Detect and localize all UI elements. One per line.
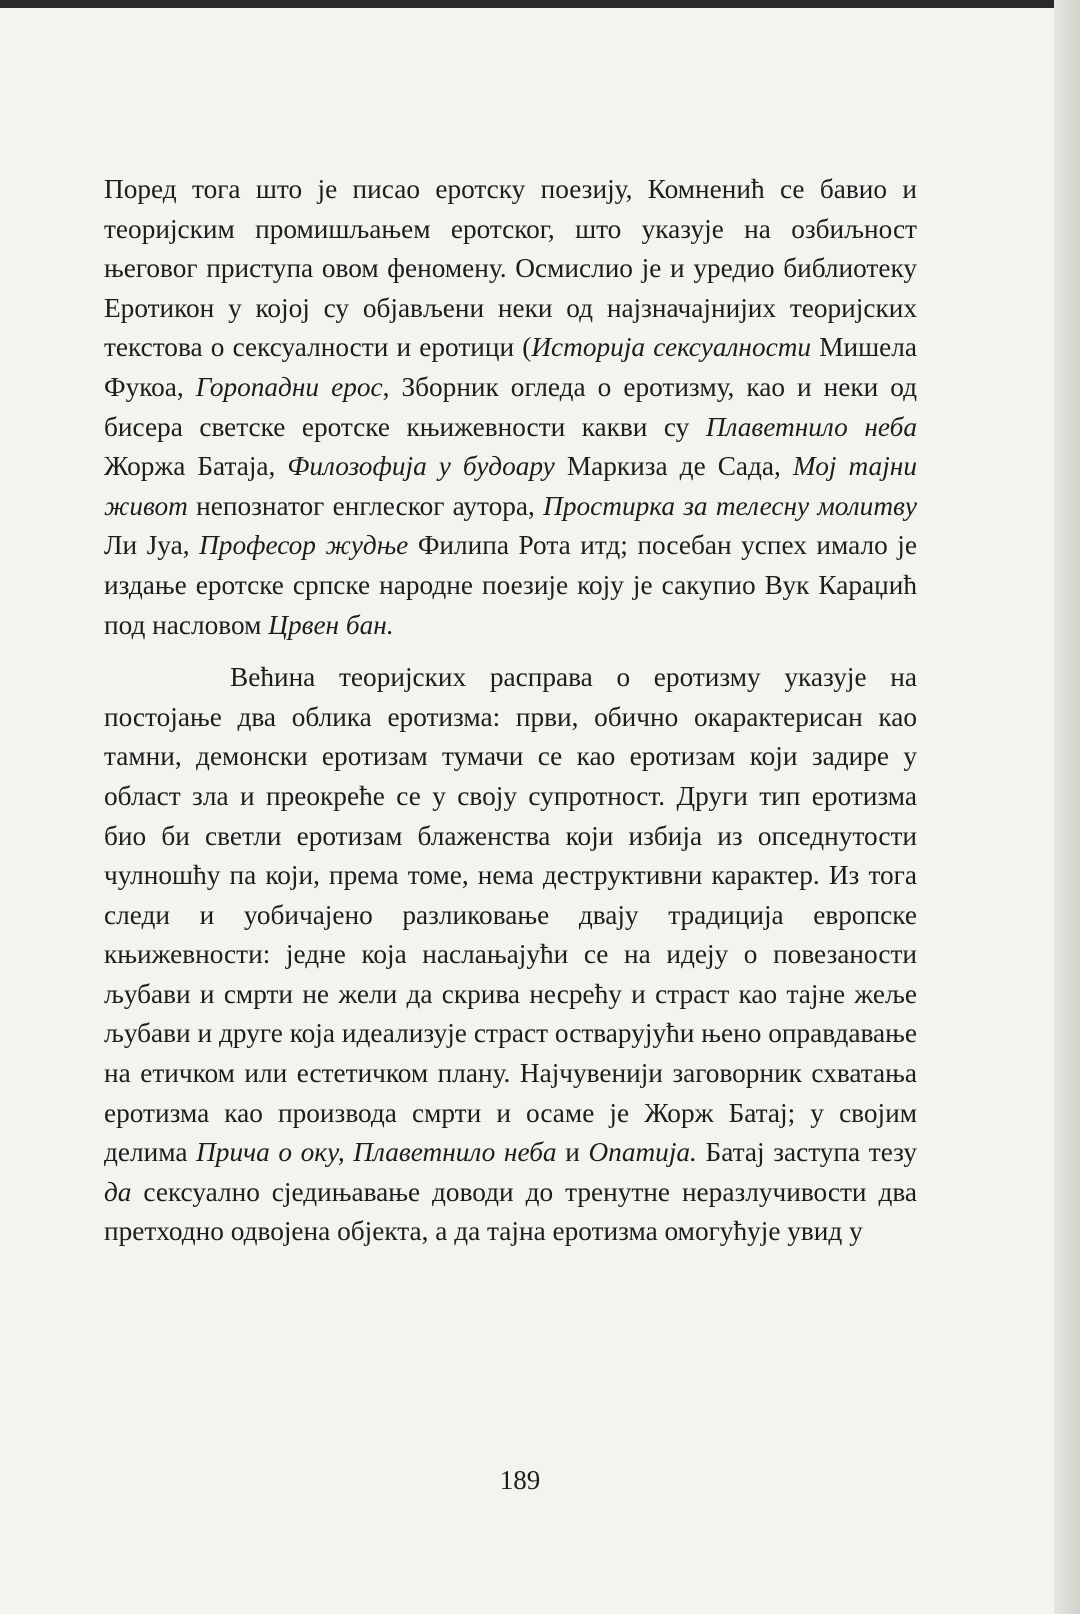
text-segment: Већина теоријских расправа о еротизму указује на постојање два облика еротизма: први, обично окарактерисан као тамни, демонски еротизам тумачи се као еротизам који задире у област зла и преокреће се у своју супротност. Други тип еротизма био би светли еротизам блаженства који избија из опседнутости чулношћу па који, према томе, нема деструктивни карактер. Из тога следи и уобичајено разликовање двају традиција европске књижевности: једне која наслањајући се на идеју о повезаности љубави и смрти не жели да скрива несрећу и страст као тајне жеље љубави и друге која идеализује страст остварујући њено оправдавање на етичком или естетичком плану. Најчувенији заговорник схватања еротизма као производа смрти и осаме је Жорж Батај; у својим делима (104, 662, 917, 1168)
italic-title: Плаветнило неба (705, 411, 917, 442)
text-segment: Маркиза де Сада, (554, 451, 793, 482)
paragraph-2 (104, 658, 917, 1252)
text-segment: Поред тога што је писао еротску поезију, Комненић се бавио и теоријским промишљањем еротског, што указује на озбиљност његовог приступа овом феномену. Осмислио је и уредио библиотеку Еротикон у којој су објављени неки од најзначајнијих теоријских текстова о сексуалности и еротици ( (104, 174, 917, 363)
italic-title: Горопадни ерос (195, 371, 383, 402)
text-segment: Жоржа Батаја, (104, 451, 288, 482)
text-segment: и (556, 1137, 589, 1168)
italic-title: Црвен бан. (268, 609, 394, 640)
text-segment: Филипа Рота итд; посебан успех имало је издање еротске српске народне поезије коју је сакупио Вук Караџић под насловом (104, 530, 917, 640)
italic-title: Мој тајни живот (104, 451, 917, 521)
text-segment: сексуално сједињавање доводи до тренутне неразлучивости два претходно одвојена објекта, а да тајна еротизма омогућује увид у (104, 1176, 917, 1247)
scan-top-edge (0, 0, 1080, 8)
text-segment: , Зборник огледа о еротизму, као и неки од бисера светске еротске књижевности какви су (104, 371, 917, 442)
text-segment: Ли Јуа, (104, 530, 200, 561)
italic-title: Простирка за телесну молитву (543, 490, 917, 521)
italic-title: Историја сексуалности (531, 332, 812, 363)
paragraph-1 (104, 170, 917, 645)
italic-title: Опатија. (588, 1137, 697, 1168)
text-segment: Мишела Фукоа, (104, 332, 917, 402)
page-right-edge (1054, 0, 1080, 1614)
text-segment: Батај заступа тезу (696, 1137, 918, 1168)
text-segment: непознатог енглеског аутора, (187, 490, 544, 521)
italic-title: Професор жудње (199, 530, 409, 561)
page-number: 189 (499, 1465, 541, 1495)
italic-word: да (104, 1176, 132, 1207)
italic-title: Филозофија у будоару (287, 451, 555, 482)
italic-title: Прича о оку, Плаветнило неба (196, 1137, 557, 1168)
page-body (104, 170, 917, 1252)
